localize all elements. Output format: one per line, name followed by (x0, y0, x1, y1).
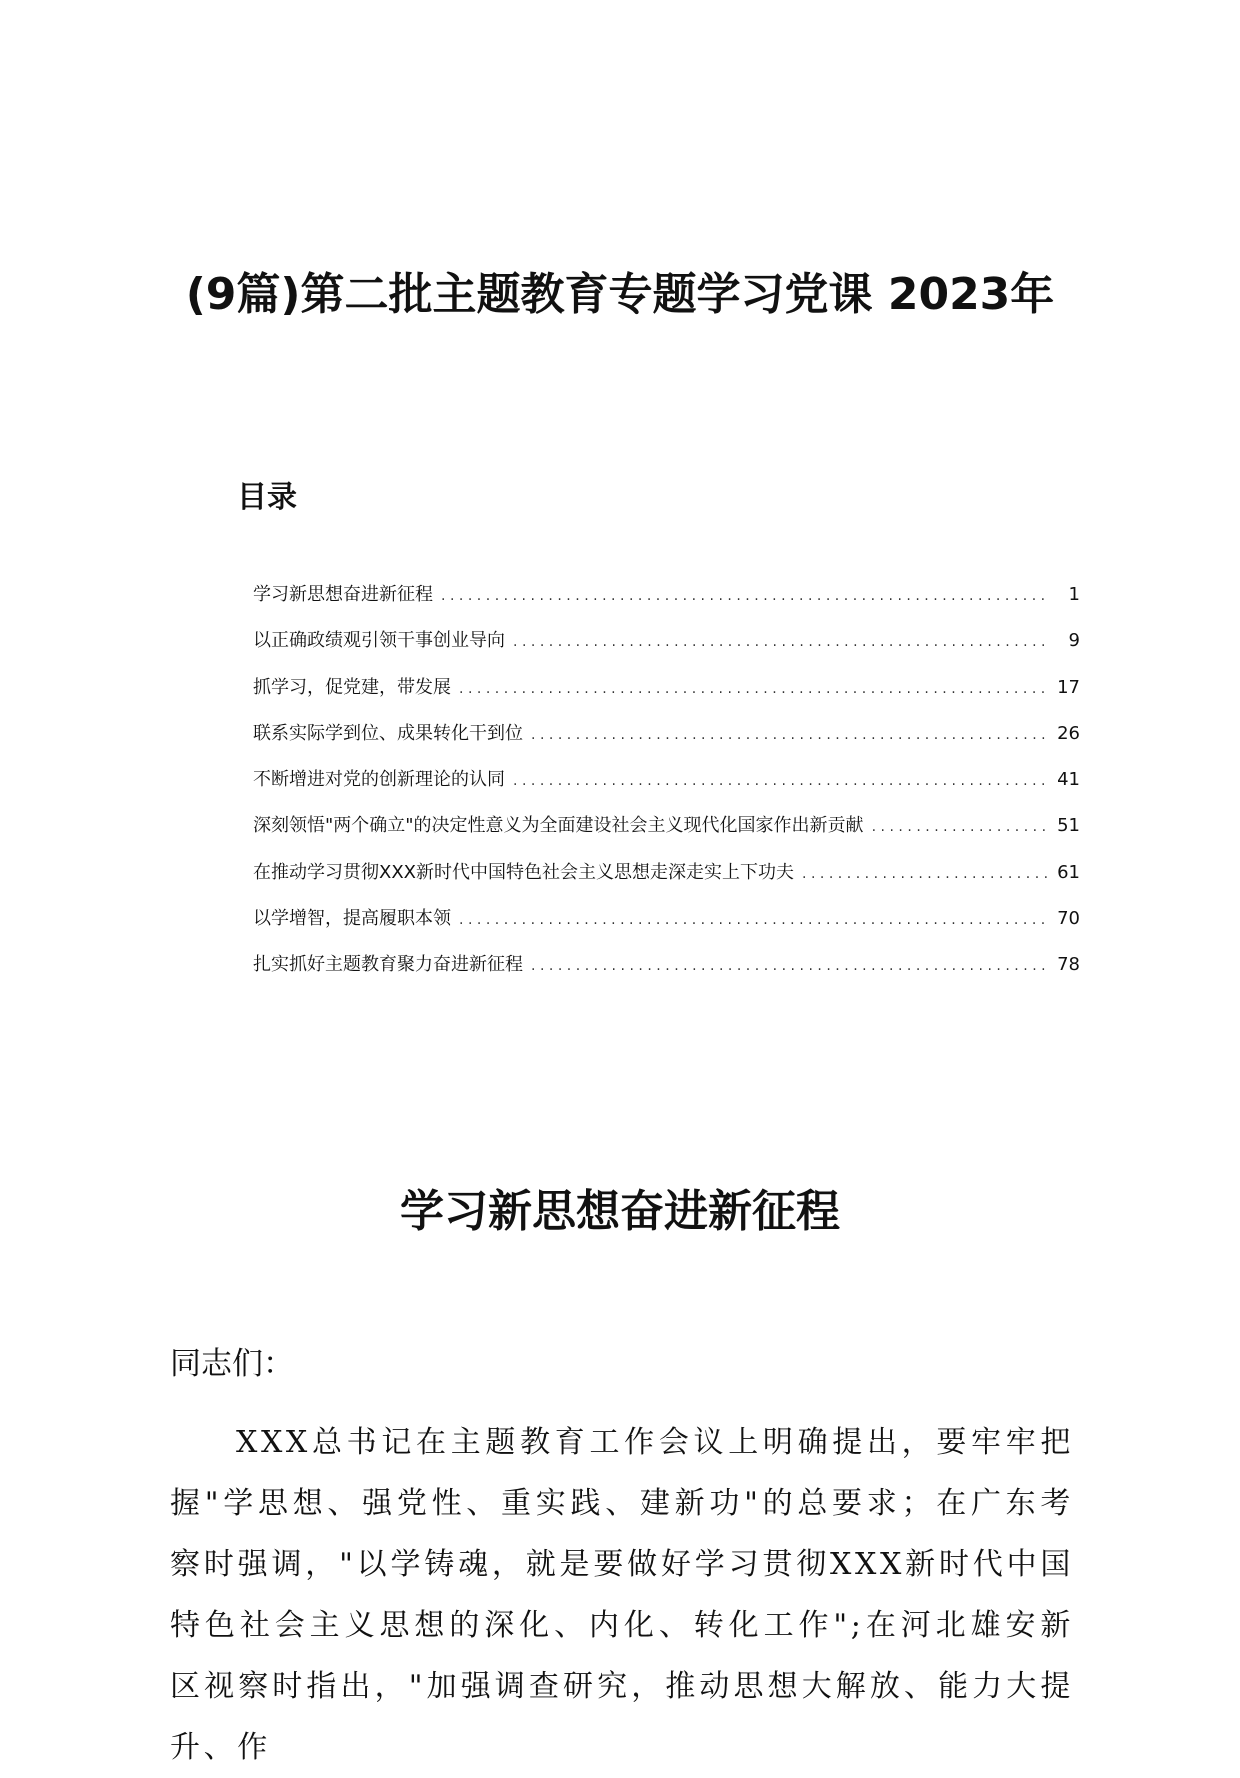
salutation: 同志们： (170, 1346, 294, 1382)
toc-entry-title: 不断增进对党的创新理论的认同 (253, 769, 505, 791)
toc-page-number: 41 (1057, 769, 1080, 791)
toc-entry-title: 深刻领悟"两个确立"的决定性意义为全面建设社会主义现代化国家作出新贡献 (253, 815, 864, 837)
toc-entry-title: 联系实际学到位、成果转化干到位 (253, 722, 523, 744)
toc-dot-leader (872, 812, 1048, 842)
body-paragraph: XXX总书记在主题教育工作会议上明确提出，要牢牢把握"学思想、强党性、重实践、建新功"的总要求；在广东考察时强调，"以学铸魂，就是要做好学习贯彻XXX新时代中国特色社会主义思想的深化、内化、转化工作";在河北雄安新区视察时指出，"加强调查研究，推动思想大解放、能力大提升、作 (170, 1425, 1074, 1765)
toc-entry-title: 抓学习，促党建，带发展 (253, 676, 451, 698)
document-title: (9篇)第二批主题教育专题学习党课 2023年 (185, 269, 1055, 320)
toc-dot-leader (531, 951, 1047, 981)
toc-entry-title: 扎实抓好主题教育聚力奋进新征程 (253, 954, 523, 976)
toc-entry[interactable] (253, 580, 1080, 626)
toc-entry[interactable] (253, 904, 1080, 950)
toc-heading: 目录 (237, 480, 297, 515)
toc-page-number: 17 (1057, 676, 1080, 698)
toc-dot-leader (441, 581, 1050, 611)
toc-entry[interactable] (253, 950, 1080, 996)
toc-page-number: 26 (1057, 722, 1080, 744)
toc-entry[interactable] (253, 626, 1080, 672)
toc-entry[interactable] (253, 673, 1080, 719)
toc-page-number: 78 (1057, 954, 1080, 976)
table-of-contents (253, 580, 1080, 997)
toc-page-number: 61 (1057, 861, 1080, 883)
toc-entry-title: 学习新思想奋进新征程 (253, 584, 433, 605)
toc-dot-leader (802, 859, 1047, 889)
toc-dot-leader (531, 720, 1047, 750)
toc-dot-leader (513, 627, 1050, 657)
toc-entry[interactable] (253, 811, 1080, 857)
toc-dot-leader (513, 766, 1047, 796)
toc-entry-title: 以学增智，提高履职本领 (253, 908, 451, 930)
toc-entry[interactable] (253, 765, 1080, 811)
toc-entry[interactable] (253, 858, 1080, 904)
toc-entry-title: 在推动学习贯彻XXX新时代中国特色社会主义思想走深走实上下功夫 (253, 861, 794, 883)
toc-page-number: 1 (1068, 584, 1080, 605)
toc-entry-title: 以正确政绩观引领干事创业导向 (253, 630, 505, 652)
toc-page-number: 51 (1057, 815, 1080, 837)
toc-dot-leader (459, 905, 1047, 935)
toc-page-number: 70 (1057, 908, 1080, 930)
section-title: 学习新思想奋进新征程 (400, 1186, 840, 1237)
toc-page-number: 9 (1068, 630, 1080, 652)
toc-entry[interactable] (253, 719, 1080, 765)
toc-dot-leader (459, 674, 1047, 704)
